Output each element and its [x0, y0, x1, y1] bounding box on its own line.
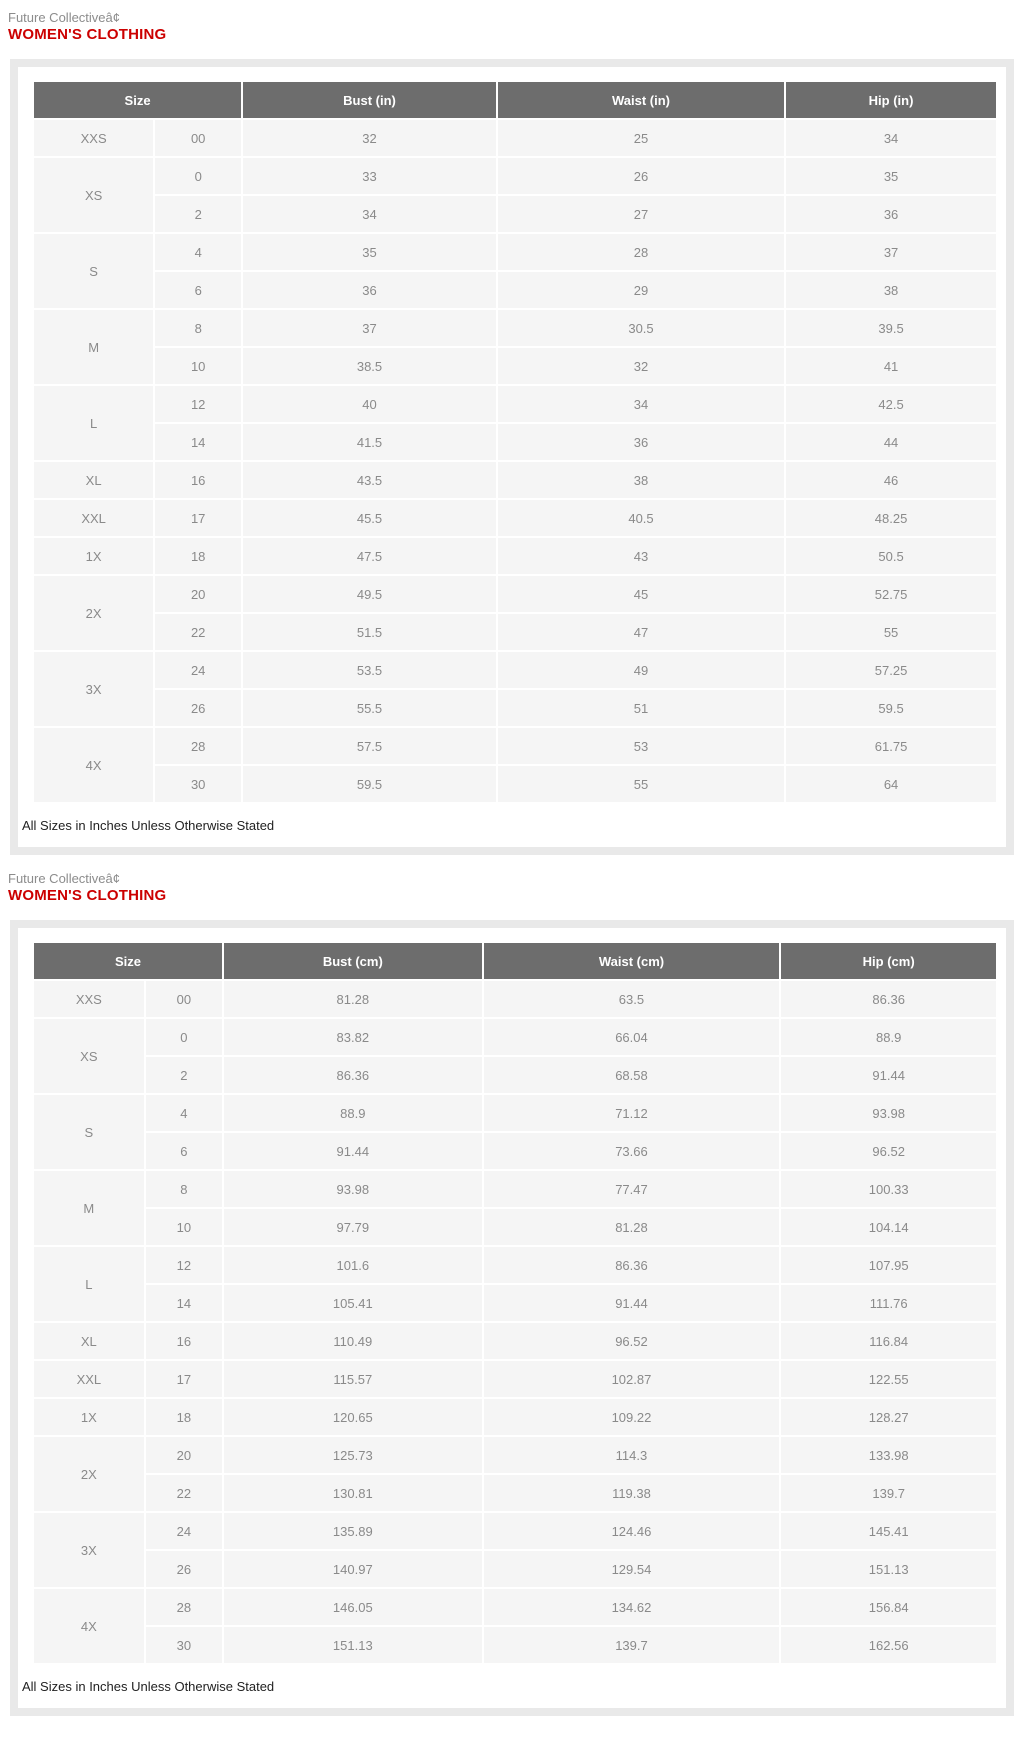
waist-cell: 139.7	[484, 1627, 780, 1663]
table-row	[34, 1133, 996, 1169]
table-row	[34, 500, 996, 536]
table-row	[34, 1057, 996, 1093]
table-row	[34, 424, 996, 460]
bust-cell: 34	[243, 196, 496, 232]
size-cell: 22	[146, 1475, 222, 1511]
size-group-cell: XL	[34, 462, 153, 498]
chart-panel-inner	[18, 67, 1006, 847]
table-row	[34, 981, 996, 1017]
size-table	[32, 80, 998, 804]
table-row	[34, 1019, 996, 1055]
size-group-cell: 1X	[34, 538, 153, 574]
table-row	[34, 728, 996, 764]
size-group-cell: 4X	[34, 728, 153, 802]
bust-cell: 36	[243, 272, 496, 308]
bust-cell: 37	[243, 310, 496, 346]
table-row	[34, 1095, 996, 1131]
size-table	[32, 941, 998, 1665]
size-group-cell: L	[34, 386, 153, 460]
hip-cell: 162.56	[781, 1627, 996, 1663]
size-group-cell: 3X	[34, 1513, 144, 1587]
table-row	[34, 690, 996, 726]
chart-panel-inner	[18, 928, 1006, 1708]
footnote: All Sizes in Inches Unless Otherwise Stated	[22, 1679, 275, 1694]
size-chart-centimeters	[0, 861, 1024, 1716]
size-group-cell: XL	[34, 1323, 144, 1359]
hip-cell: 42.5	[786, 386, 996, 422]
header-row	[34, 943, 996, 979]
hip-cell: 96.52	[781, 1133, 996, 1169]
size-table-header	[34, 82, 996, 118]
size-cell: 8	[155, 310, 241, 346]
size-cell: 20	[146, 1437, 222, 1473]
size-group-cell: 2X	[34, 576, 153, 650]
waist-cell: 47	[498, 614, 784, 650]
hip-cell: 116.84	[781, 1323, 996, 1359]
hip-cell: 44	[786, 424, 996, 460]
size-cell: 18	[155, 538, 241, 574]
table-row	[34, 1475, 996, 1511]
table-row	[34, 310, 996, 346]
column-header-hip: Hip (in)	[786, 82, 996, 118]
size-cell: 12	[155, 386, 241, 422]
size-group-cell: 1X	[34, 1399, 144, 1435]
table-row	[34, 652, 996, 688]
size-group-cell: XXS	[34, 120, 153, 156]
header-row	[34, 82, 996, 118]
hip-cell: 128.27	[781, 1399, 996, 1435]
size-cell: 0	[155, 158, 241, 194]
waist-cell: 71.12	[484, 1095, 780, 1131]
size-cell: 00	[146, 981, 222, 1017]
table-row	[34, 1627, 996, 1663]
table-row	[34, 120, 996, 156]
waist-cell: 129.54	[484, 1551, 780, 1587]
bust-cell: 86.36	[224, 1057, 482, 1093]
bust-cell: 57.5	[243, 728, 496, 764]
waist-cell: 68.58	[484, 1057, 780, 1093]
bust-cell: 130.81	[224, 1475, 482, 1511]
hip-cell: 111.76	[781, 1285, 996, 1321]
size-cell: 24	[146, 1513, 222, 1549]
table-row	[34, 766, 996, 802]
hip-cell: 88.9	[781, 1019, 996, 1055]
waist-cell: 27	[498, 196, 784, 232]
size-cell: 4	[146, 1095, 222, 1131]
hip-cell: 48.25	[786, 500, 996, 536]
size-group-cell: XXS	[34, 981, 144, 1017]
waist-cell: 36	[498, 424, 784, 460]
waist-cell: 32	[498, 348, 784, 384]
size-cell: 14	[155, 424, 241, 460]
size-group-cell: 4X	[34, 1589, 144, 1663]
page-title: WOMEN'S CLOTHING	[8, 26, 167, 43]
hip-cell: 57.25	[786, 652, 996, 688]
size-group-cell: XXL	[34, 1361, 144, 1397]
waist-cell: 29	[498, 272, 784, 308]
size-group-cell: L	[34, 1247, 144, 1321]
bust-cell: 35	[243, 234, 496, 270]
waist-cell: 114.3	[484, 1437, 780, 1473]
hip-cell: 122.55	[781, 1361, 996, 1397]
bust-cell: 33	[243, 158, 496, 194]
column-header-size: Size	[34, 943, 222, 979]
size-cell: 6	[146, 1133, 222, 1169]
size-group-cell: S	[34, 234, 153, 308]
column-header-hip: Hip (cm)	[781, 943, 996, 979]
hip-cell: 59.5	[786, 690, 996, 726]
table-row	[34, 272, 996, 308]
size-cell: 10	[155, 348, 241, 384]
bust-cell: 51.5	[243, 614, 496, 650]
table-row	[34, 1513, 996, 1549]
waist-cell: 109.22	[484, 1399, 780, 1435]
hip-cell: 139.7	[781, 1475, 996, 1511]
size-group-cell: XXL	[34, 500, 153, 536]
size-chart-inches	[0, 0, 1024, 855]
waist-cell: 30.5	[498, 310, 784, 346]
size-cell: 26	[146, 1551, 222, 1587]
bust-cell: 59.5	[243, 766, 496, 802]
size-group-cell: M	[34, 1171, 144, 1245]
waist-cell: 96.52	[484, 1323, 780, 1359]
size-cell: 2	[146, 1057, 222, 1093]
footnote: All Sizes in Inches Unless Otherwise Stated	[22, 818, 275, 833]
bust-cell: 146.05	[224, 1589, 482, 1625]
column-header-bust: Bust (in)	[243, 82, 496, 118]
size-cell: 28	[146, 1589, 222, 1625]
size-cell: 30	[146, 1627, 222, 1663]
size-table-body	[34, 120, 996, 802]
size-table-body	[34, 981, 996, 1663]
table-row	[34, 1323, 996, 1359]
hip-cell: 39.5	[786, 310, 996, 346]
column-header-waist: Waist (in)	[498, 82, 784, 118]
bust-cell: 41.5	[243, 424, 496, 460]
waist-cell: 40.5	[498, 500, 784, 536]
bust-cell: 45.5	[243, 500, 496, 536]
table-row	[34, 348, 996, 384]
waist-cell: 63.5	[484, 981, 780, 1017]
table-row	[34, 1589, 996, 1625]
waist-cell: 102.87	[484, 1361, 780, 1397]
hip-cell: 145.41	[781, 1513, 996, 1549]
hip-cell: 133.98	[781, 1437, 996, 1473]
size-cell: 8	[146, 1171, 222, 1207]
bust-cell: 105.41	[224, 1285, 482, 1321]
hip-cell: 35	[786, 158, 996, 194]
table-row	[34, 1171, 996, 1207]
hip-cell: 93.98	[781, 1095, 996, 1131]
waist-cell: 53	[498, 728, 784, 764]
table-row	[34, 1551, 996, 1587]
size-cell: 26	[155, 690, 241, 726]
waist-cell: 134.62	[484, 1589, 780, 1625]
table-row	[34, 386, 996, 422]
bust-cell: 110.49	[224, 1323, 482, 1359]
hip-cell: 38	[786, 272, 996, 308]
bust-cell: 97.79	[224, 1209, 482, 1245]
size-cell: 10	[146, 1209, 222, 1245]
bust-cell: 38.5	[243, 348, 496, 384]
table-row	[34, 158, 996, 194]
table-row	[34, 1361, 996, 1397]
bust-cell: 81.28	[224, 981, 482, 1017]
bust-cell: 135.89	[224, 1513, 482, 1549]
waist-cell: 81.28	[484, 1209, 780, 1245]
bust-cell: 125.73	[224, 1437, 482, 1473]
chart-panel	[10, 59, 1014, 855]
size-cell: 20	[155, 576, 241, 612]
size-cell: 2	[155, 196, 241, 232]
size-group-cell: XS	[34, 1019, 144, 1093]
brand-line: Future Collectiveâ¢	[8, 10, 120, 25]
brand-line: Future Collectiveâ¢	[8, 871, 120, 886]
waist-cell: 25	[498, 120, 784, 156]
hip-cell: 52.75	[786, 576, 996, 612]
hip-cell: 41	[786, 348, 996, 384]
size-cell: 16	[146, 1323, 222, 1359]
hip-cell: 107.95	[781, 1247, 996, 1283]
hip-cell: 37	[786, 234, 996, 270]
size-group-cell: 3X	[34, 652, 153, 726]
bust-cell: 120.65	[224, 1399, 482, 1435]
table-row	[34, 1285, 996, 1321]
hip-cell: 55	[786, 614, 996, 650]
hip-cell: 46	[786, 462, 996, 498]
bust-cell: 115.57	[224, 1361, 482, 1397]
waist-cell: 124.46	[484, 1513, 780, 1549]
hip-cell: 34	[786, 120, 996, 156]
table-row	[34, 1437, 996, 1473]
table-row	[34, 196, 996, 232]
table-row	[34, 462, 996, 498]
hip-cell: 100.33	[781, 1171, 996, 1207]
waist-cell: 73.66	[484, 1133, 780, 1169]
table-row	[34, 614, 996, 650]
hip-cell: 104.14	[781, 1209, 996, 1245]
bust-cell: 101.6	[224, 1247, 482, 1283]
size-cell: 14	[146, 1285, 222, 1321]
bust-cell: 88.9	[224, 1095, 482, 1131]
bust-cell: 40	[243, 386, 496, 422]
bust-cell: 43.5	[243, 462, 496, 498]
table-row	[34, 1209, 996, 1245]
chart-panel	[10, 920, 1014, 1716]
table-row	[34, 234, 996, 270]
size-cell: 17	[155, 500, 241, 536]
hip-cell: 86.36	[781, 981, 996, 1017]
size-cell: 16	[155, 462, 241, 498]
page-title: WOMEN'S CLOTHING	[8, 887, 167, 904]
waist-cell: 86.36	[484, 1247, 780, 1283]
waist-cell: 91.44	[484, 1285, 780, 1321]
hip-cell: 91.44	[781, 1057, 996, 1093]
hip-cell: 50.5	[786, 538, 996, 574]
waist-cell: 49	[498, 652, 784, 688]
bust-cell: 49.5	[243, 576, 496, 612]
bust-cell: 53.5	[243, 652, 496, 688]
size-cell: 30	[155, 766, 241, 802]
hip-cell: 61.75	[786, 728, 996, 764]
size-cell: 0	[146, 1019, 222, 1055]
table-row	[34, 1247, 996, 1283]
waist-cell: 28	[498, 234, 784, 270]
size-group-cell: S	[34, 1095, 144, 1169]
size-group-cell: 2X	[34, 1437, 144, 1511]
table-row	[34, 538, 996, 574]
table-row	[34, 1399, 996, 1435]
size-cell: 12	[146, 1247, 222, 1283]
waist-cell: 77.47	[484, 1171, 780, 1207]
size-cell: 24	[155, 652, 241, 688]
waist-cell: 66.04	[484, 1019, 780, 1055]
waist-cell: 51	[498, 690, 784, 726]
column-header-bust: Bust (cm)	[224, 943, 482, 979]
bust-cell: 83.82	[224, 1019, 482, 1055]
size-cell: 17	[146, 1361, 222, 1397]
bust-cell: 32	[243, 120, 496, 156]
bust-cell: 151.13	[224, 1627, 482, 1663]
hip-cell: 151.13	[781, 1551, 996, 1587]
bust-cell: 93.98	[224, 1171, 482, 1207]
size-group-cell: M	[34, 310, 153, 384]
size-cell: 4	[155, 234, 241, 270]
waist-cell: 34	[498, 386, 784, 422]
waist-cell: 45	[498, 576, 784, 612]
size-group-cell: XS	[34, 158, 153, 232]
bust-cell: 47.5	[243, 538, 496, 574]
size-cell: 00	[155, 120, 241, 156]
hip-cell: 64	[786, 766, 996, 802]
waist-cell: 119.38	[484, 1475, 780, 1511]
bust-cell: 91.44	[224, 1133, 482, 1169]
column-header-size: Size	[34, 82, 241, 118]
waist-cell: 26	[498, 158, 784, 194]
waist-cell: 38	[498, 462, 784, 498]
bust-cell: 140.97	[224, 1551, 482, 1587]
waist-cell: 55	[498, 766, 784, 802]
column-header-waist: Waist (cm)	[484, 943, 780, 979]
size-table-header	[34, 943, 996, 979]
size-cell: 18	[146, 1399, 222, 1435]
size-cell: 6	[155, 272, 241, 308]
size-cell: 22	[155, 614, 241, 650]
waist-cell: 43	[498, 538, 784, 574]
table-row	[34, 576, 996, 612]
hip-cell: 156.84	[781, 1589, 996, 1625]
hip-cell: 36	[786, 196, 996, 232]
size-cell: 28	[155, 728, 241, 764]
bust-cell: 55.5	[243, 690, 496, 726]
